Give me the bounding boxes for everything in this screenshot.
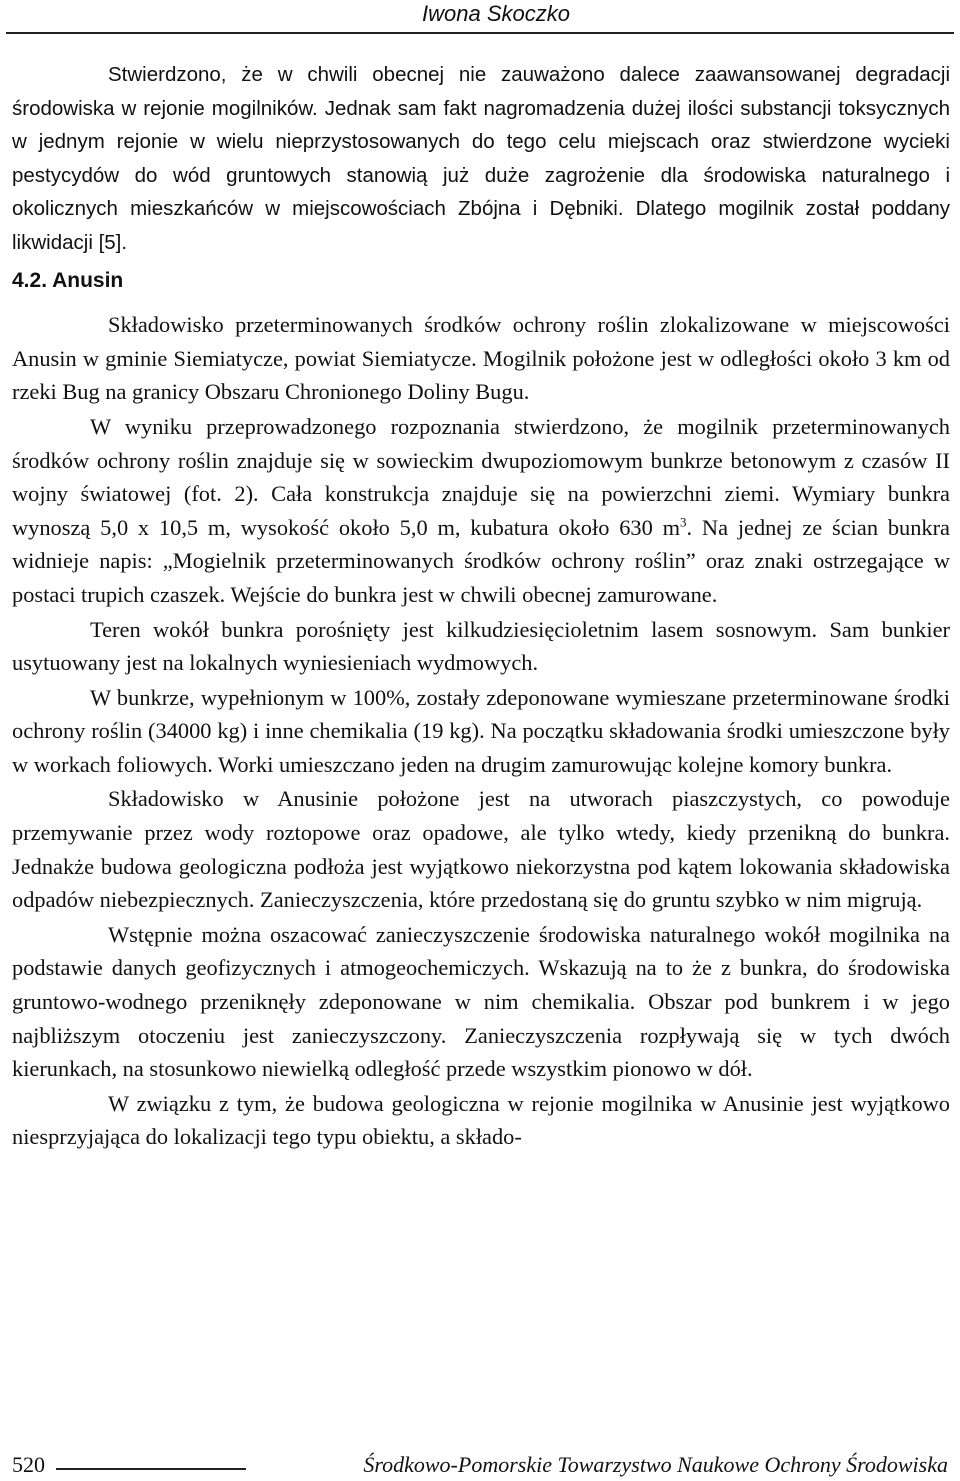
paragraph-6: Składowisko w Anusinie położone jest na utworach piaszczystych, co powoduje przemywanie przez wody roztopowe oraz opadowe, ale tylko wtedy, kiedy przenikną do bunkra. Jednakże budowa geologiczna podłoża jest wyjątkowo niekorzystna pod kątem lokowania składowiska odpadów niebezpiecznych. Zanieczyszczenia, które przedostaną się do gruntu szybko w nim migrują.: [12, 786, 950, 913]
section-heading: 4.2. Anusin: [12, 268, 124, 292]
paragraph-4: Teren wokół bunkra porośnięty jest kilkudziesięcioletnim lasem sosnowym. Sam bunkier usytuowany jest na lokalnych wyniesieniach wydmowych.: [12, 616, 950, 676]
paragraph-7: Wstępnie można oszacować zanieczyszczenie środowiska naturalnego wokół mogilnika na podstawie danych geofizycznych i atmogeochemiczych. Wskazują na to że z bunkra, do środowiska gruntowo-wodnego przeniknęły zdeponowane w nim chemikalia. Obszar pod bunkrem i w jego najbliższym otoczeniu jest zanieczyszczony. Zanieczyszczenia rozpływają się w tych dwóch kierunkach, na stosunkowo niewielką odległość przede wszystkim pionowo w dół.: [12, 921, 950, 1082]
page-body: [12, 58, 950, 1154]
paragraph-1: Stwierdzono, że w chwili obecnej nie zauważono dalece zaawansowanej degradacji środowiska w rejonie mogilników. Jednak sam fakt nagromadzenia dużej ilości substancji toksycznych w jednym rejonie w wielu nieprzystosowanych do tego celu miejscach oraz stwierdzone wycieki pestycydów do wód gruntowych stanowią już duże zagrożenie dla środowiska naturalnego i okolicznych mieszkańców w miejscowościach Zbójna i Dębniki. Dlatego mogilnik został poddany likwidacji [5].: [12, 63, 950, 254]
paragraph-2: Składowisko przeterminowanych środków ochrony roślin zlokalizowane w miejscowości Anusin w gminie Siemiatycze, powiat Siemiatycze. Mogilnik położone jest w odległości około 3 km od rzeki Bug na granicy Obszaru Chronionego Doliny Bugu.: [12, 312, 950, 405]
paragraph-5: W bunkrze, wypełnionym w 100%, zostały zdeponowane wymieszane przeterminowane środki ochrony roślin (34000 kg) i inne chemikalia (19 kg). Na początku składowania środki umieszczone były w workach foliowych. Worki umieszczano jeden na drugim zamurowując kolejne komory bunkra.: [12, 684, 950, 777]
paragraph-8: W związku z tym, że budowa geologiczna w rejonie mogilnika w Anusinie jest wyjątkowo niesprzyjająca do lokalizacji tego typu obiektu, a składo-: [12, 1090, 950, 1150]
paragraph-3-text-a: W wyniku przeprowadzonego rozpoznania stwierdzono, że mogilnik przeterminowanych środków ochrony roślin znajduje się w sowieckim dwupoziomowym bunkrze betonowym z czasów II wojny światowej (fot. 2). Cała konstrukcja znajduje się na powierzchni ziemi. Wymiary bunkra wynoszą 5,0 x 10,5 m, wysokość około 5,0 m, kubatura około 630 m: [12, 413, 950, 540]
superscript-cubic: 3: [680, 514, 687, 530]
journal-name: Środkowo-Pomorskie Towarzystwo Naukowe Ochrony Środowiska: [363, 1452, 948, 1477]
footer-rule: [56, 1468, 246, 1470]
running-head-author: Iwona Skoczko: [422, 1, 570, 26]
paragraph-3-text-b: . Na jednej ze ścian bunkra widnieje napis: „Mogielnik przeterminowanych środków ochrony roślin” oraz znaki ostrzegające w postaci trupich czaszek. Wejście do bunkra jest w chwili obecnej zamurowane.: [12, 514, 950, 607]
paragraph-3: [12, 410, 950, 612]
page-number: 520: [12, 1452, 45, 1477]
header-rule: [6, 32, 954, 34]
page-footer: [12, 1451, 948, 1479]
